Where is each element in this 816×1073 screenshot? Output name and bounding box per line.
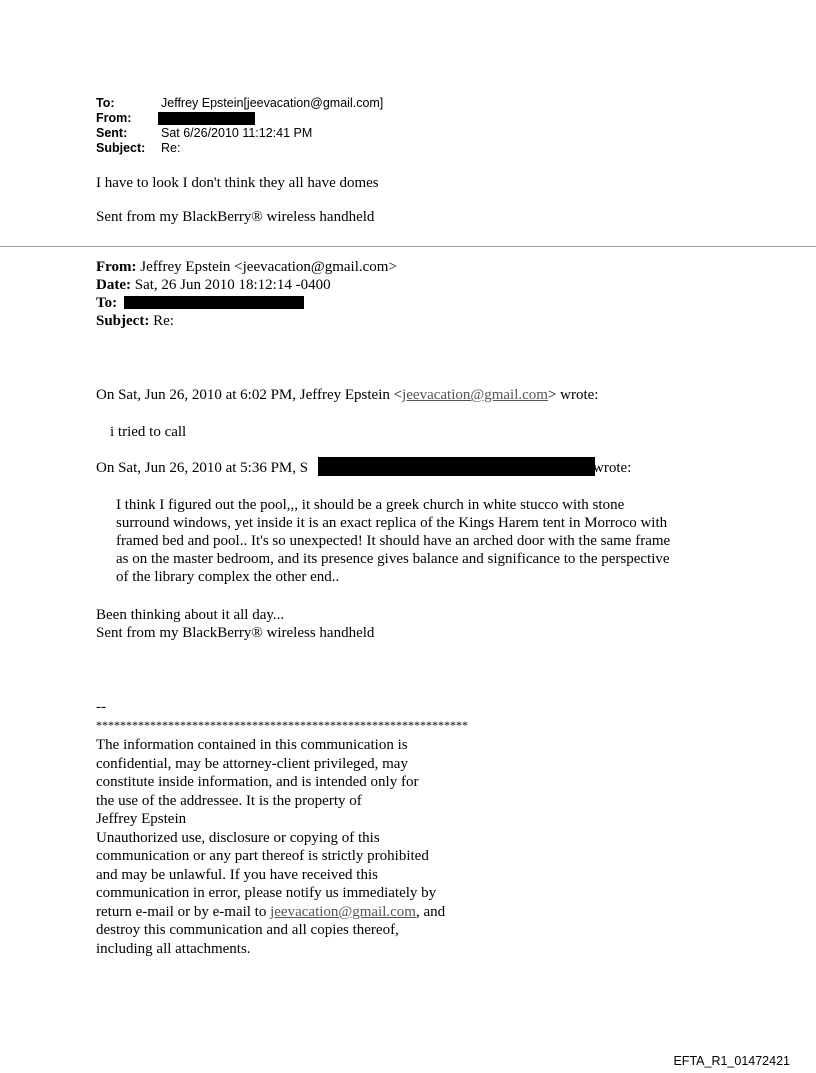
divider <box>0 246 816 247</box>
quote1-suffix: > wrote: <box>547 387 599 403</box>
disclaimer-line: confidential, may be attorney-client privileged, may <box>96 755 408 772</box>
redaction-bar <box>318 457 595 476</box>
quote1-attribution <box>96 386 598 404</box>
disclaimer-line: The information contained in this communication is <box>96 737 408 753</box>
sent-value: Sat 6/26/2010 11:12:41 PM <box>161 126 313 140</box>
quoted-from-line <box>96 258 397 276</box>
redaction-bar <box>124 296 304 309</box>
disclaimer-line: communication or any part thereof is strictly prohibited <box>96 848 429 864</box>
quote2-line: I think I figured out the pool,,, it should be a greek church in white stucco with stone <box>116 497 625 513</box>
quote2-signature: Sent from my BlackBerry® wireless handheld <box>96 625 375 641</box>
quote2-attribution-suffix: wrote: <box>593 460 632 476</box>
disclaimer-line: communication in error, please notify us immediately by <box>96 885 437 901</box>
disclaimer-line: including all attachments. <box>96 940 251 957</box>
disclaimer-line: Unauthorized use, disclosure or copying of this <box>96 829 380 846</box>
from-label: From: <box>96 111 132 125</box>
subject-value: Re: <box>161 141 181 155</box>
sig-stars: ************************************************************** <box>96 718 468 732</box>
reply-body: I have to look I don't think they all have domes <box>96 175 379 191</box>
subject-label: Subject: <box>96 141 146 155</box>
quoted-date-label: Date: <box>96 277 131 293</box>
quoted-subject-label: Subject: <box>96 313 150 329</box>
reply-signature: Sent from my BlackBerry® wireless handheld <box>96 209 375 225</box>
quoted-subject-line <box>96 312 174 330</box>
quote2-line: surround windows, yet inside it is an exact replica of the Kings Harem tent in Morroco with <box>116 515 668 531</box>
quote2-line: framed bed and pool.. It's so unexpected! It should have an arched door with the same frame <box>116 533 671 549</box>
quote2-line: of the library complex the other end.. <box>116 569 340 585</box>
quoted-from-value: Jeffrey Epstein <jeevacation@gmail.com> <box>140 259 397 275</box>
disclaimer-line: destroy this communication and all copies thereof, <box>96 922 399 938</box>
disclaimer-email-prefix: return e-mail or by e-mail to <box>96 903 271 920</box>
quoted-date-line <box>96 276 331 294</box>
quote1-body: i tried to call <box>110 424 187 440</box>
quoted-subject-value: Re: <box>153 313 174 329</box>
to-value: Jeffrey Epstein[jeevacation@gmail.com] <box>161 96 384 110</box>
quoted-to-label: To: <box>96 295 118 311</box>
redaction-bar <box>158 112 255 125</box>
disclaimer-line: the use of the addressee. It is the property of <box>96 792 362 809</box>
disclaimer-line: constitute inside information, and is intended only for <box>96 774 419 790</box>
quote2-line: as on the master bedroom, and its presence gives balance and significance to the perspective <box>116 551 670 567</box>
disclaimer-line: and may be unlawful. If you have received this <box>96 866 378 883</box>
disclaimer-line: Jeffrey Epstein <box>96 811 187 827</box>
disclaimer <box>96 736 445 958</box>
email-link[interactable]: jeevacation@gmail.com <box>402 387 548 403</box>
thinking-line: Been thinking about it all day... <box>96 607 285 623</box>
sent-label: Sent: <box>96 126 128 140</box>
disclaimer-email-suffix: , and <box>415 903 446 920</box>
quoted-from-label: From: <box>96 259 137 275</box>
quoted-to-line <box>96 294 117 312</box>
sig-dashes: -- <box>96 699 106 715</box>
quote2-attribution-prefix: On Sat, Jun 26, 2010 at 5:36 PM, S <box>96 460 309 476</box>
to-label: To: <box>96 96 115 110</box>
disclaimer-email-line <box>96 903 445 922</box>
footer-document-id: EFTA_R1_01472421 <box>673 1054 790 1068</box>
email-link[interactable]: jeevacation@gmail.com <box>270 903 416 920</box>
quoted-date-value: Sat, 26 Jun 2010 18:12:14 -0400 <box>134 277 331 293</box>
quote1-prefix: On Sat, Jun 26, 2010 at 6:02 PM, Jeffrey Epstein < <box>96 387 403 403</box>
